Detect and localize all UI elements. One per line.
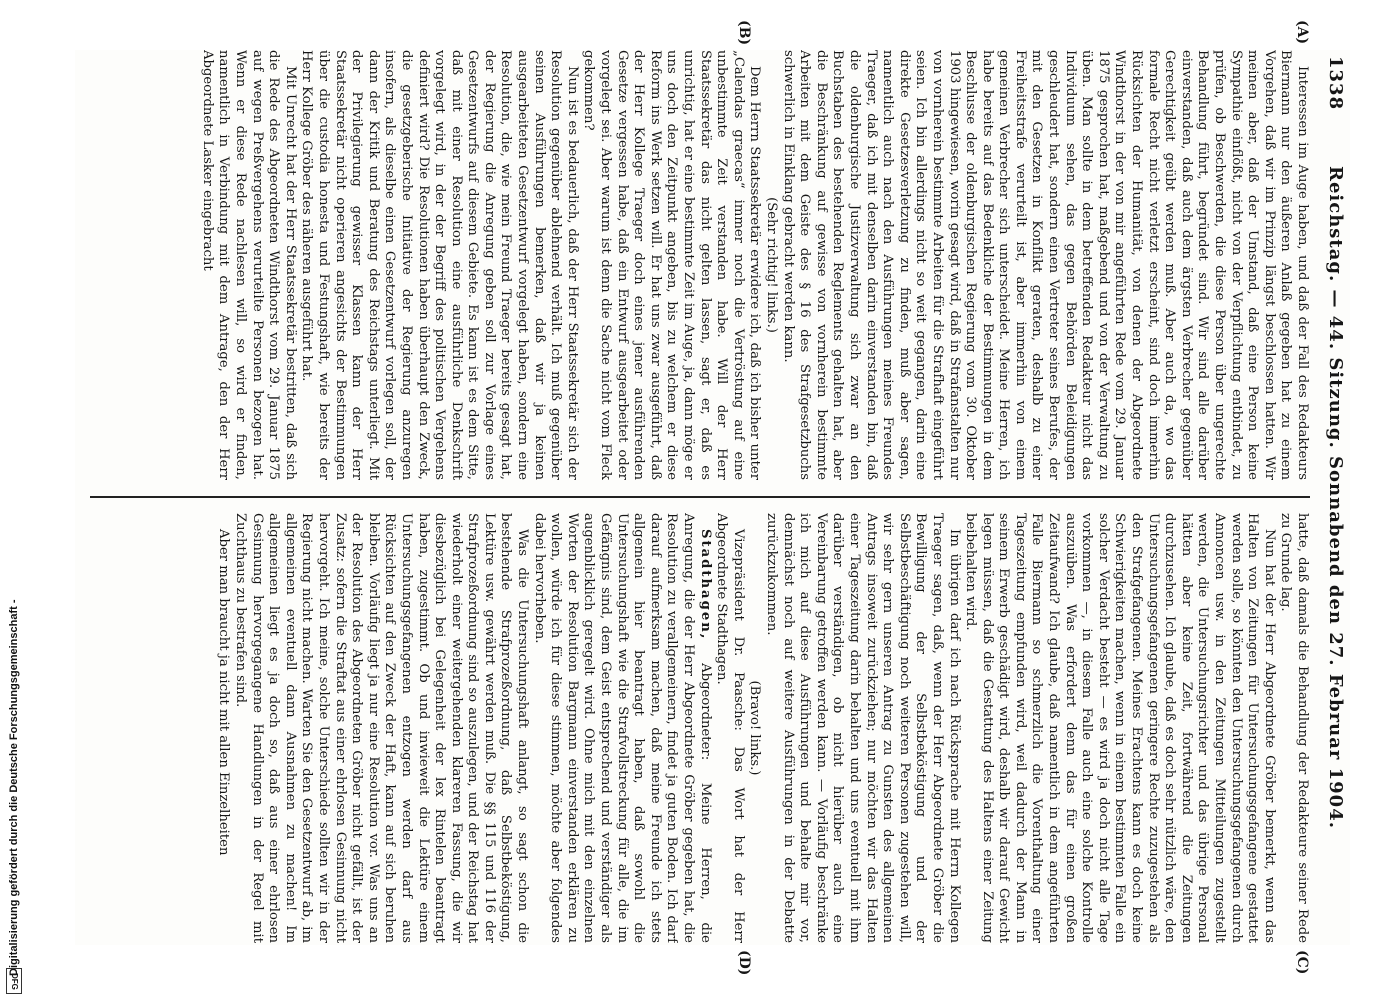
margin-mark-b: (B) [736, 20, 752, 46]
page-number: 1338 [1325, 56, 1346, 111]
digitization-credit [4, 600, 24, 995]
speaker-name: Stadthagen, [697, 529, 713, 641]
column-divider [90, 496, 1310, 498]
left-column [85, 50, 1310, 480]
right-paragraph-1: hatte, daß damals die Behandlung der Redakteure seiner Rede zu Grunde lag. [1278, 513, 1310, 943]
vice-president-line: Vizepräsident Dr. Paasche: Das Wort hat der Herr Abgeordnete Stadthagen. [714, 513, 746, 943]
applause-note-2: (Bravo! links.) [747, 680, 763, 776]
right-paragraph-2: Nun hat der Herr Abgeordnete Gröber bemerkt, wenn das Halten von Zeitungen für Untersuchungsgefangene gestattet werden solle, so könnten den Untersuchungsgefangenen durch Annoncen usw. in den Zeitungen Mitteilungen zugestellt werden, die Untersuchungsrichter und das übrige Personal hätten aber keine Zeit, fortwährend die Zeitungen durchzusehen. Ich glaube, daß es doch sehr nützlich wäre, den Untersuchungsgefangenen geringere Rechte zuzugestehen als den Strafgefangenen. Meines Erachtens kann es doch keine Schwierigkeiten machen, wenn in einem bestimmten Falle ein solcher Verdacht besteht — es wird ja doch nicht alle Tage vorkommen —, in diesem Falle auch eine solche Kontrolle auszuüben. Was erfordert denn das für einen großen Zeitaufwand? Ich glaube, daß namentlich in dem angeführten Falle Biermann so schmerzlich die Vorenthaltung einer Tageszeitung empfunden wird, weil dadurch der Mann in seinem Erwerb geschädigt wird, deshalb wir darauf Gewicht legen müssen, daß die Gestattung des Haltens einer Zeitung beibehalten wird. [963, 513, 1277, 943]
left-paragraph-3: Nun ist es bedauerlich, daß der Herr Staatssekretär sich der Resolution gegenüber ablehnend verhält. Ich muß gegenüber seinen Ausführungen bemerken, daß wir ja keinen ausgearbeiteten Gesetzentwurf vorgelegt haben, sondern eine Resolution, die, wie mein Freund Traeger bereits gesagt hat, der Regierung die Anregung geben soll zur Vorlage eines Gesetzentwurfs auf diesem Gebiete. Es kann ist es dem Sitte, daß mit einer Resolution eine ausführliche Denkschrift vorgelegt wird, in der der Begriff des politischen Vergehens definiert wird? Die Resolutionen haben überhaupt den Zweck, die gesetzgeberische Initiative der Regierung anzuregen insofern, als dieselbe einen Gesetzentwurf vorlegen soll, der dann der Kritik und Beratung des Reichstags unterliegt. Mit der Privilegierung gewisser Klassen kann der Herr Staatssekretär nicht operieren angesichts der Bestimmungen über die custodia honesta und Festungshaft, wie bereits der Herr Kollege Gröber des näheren ausgeführt hat. [299, 50, 580, 480]
page-content-rotated [75, 20, 1350, 976]
right-paragraph-4: Was die Untersuchungshaft anlangt, so sagt schon die bestehende Strafprozeßordnung, daß Selbstbeköstigung, Lektüre usw. gewährt werden muß. Die §§ 115 und 116 der Strafprozeßordnung sind so auszulegen, und der Reichstag hat wiederholt einer weitergehenden klareren Fassung, die wir diesbezüglich bei Gelegenheit der lex Rintelen beantragt haben, zugestimmt. Ob und inwieweit die Lektüre einem Untersuchungsgefangenen entzogen werden darf aus Rücksichten auf den Zweck der Haft, kann auf sich beruhen bleiben. Vorläufig liegt ja nur eine Resolution vor. Was uns an der Resolution des Abgeordneten Gröber nicht gefällt, ist der Zusatz: sofern die Straftat aus einer ehrlosen Gesinnung nicht hervorgeht. Ich meine, solche Unterschiede sollten wir in der Regierung nicht machen. Warten Sie den Gesetzentwurf ab, im allgemeinen eventuell dann Ausnahmen zu machen! Im allgemeinen liegt es ja doch so, daß aus einer ehrlosen Gesinnung hervorgegangene Handlungen in der Regel mit Zuchthaus zu bestrafen sind. [233, 513, 531, 943]
margin-mark-a: (A) [1294, 20, 1310, 45]
scanned-page [75, 20, 1350, 976]
applause-note: (Sehr richtig! links.) [764, 197, 779, 333]
running-header [1316, 50, 1350, 945]
right-paragraph-5: Aber man braucht ja nicht mit allen Einzelheiten [216, 529, 232, 856]
running-title: Reichstag. — 44. Sitzung. Sonnabend den 27. Februar 1904. [1325, 165, 1346, 829]
right-paragraph-3: Im übrigen darf ich nach Rücksprache mit Herrn Kollegen Traeger sagen, daß, wenn der Herr Abgeordnete Gröber die Bewilligung der Selbstbeköstigung und der Selbstbeschäftigung noch weiteren Personen zugestehen will, wir sehr gern unseren Antrag zu Gunsten des allgemeinen Antrags insoweit zurückziehen; nur möchten wir das Halten einer Tageszeitung darin behalten und uns eventuell mit ihm darüber verständigen, ob nicht hierüber auch eine Vereinbarung getroffen werden kann. — Vorläufig beschränke ich mich auf diese Ausführungen und behalte mir vor, demnächst noch auf weitere Ausführungen in der Debatte zurückzukommen. [764, 513, 962, 943]
left-paragraph-1: Interessen im Auge haben, und daß der Fall des Redakteurs Biermann nur den äußeren Anlaß gegeben hat zu einem Vorgehen, daß wir im Prinzip längst beschlossen hatten. Wir meinen aber, daß der Umstand, daß eine Person keine Sympathie einflößt, nicht von der Verpflichtung entbindet, zu prüfen, ob Beschwerden, die diese Person über ungerechte Behandlung führt, begründet sind. Wir sind alle darüber einverstanden, daß auch dem ärgsten Verbrecher gegenüber Gerechtigkeit geübt werden muß. Aber auch da, wo das formale Recht nicht verletzt erscheint, sind doch immerhin Rücksichten der Humanität, von denen der Abgeordnete Windthorst in der von mir angeführten Rede vom 29. Januar 1875 gesprochen hat, maßgebend und von der Verwaltung zu üben. Man sollte in dem betreffenden Redakteur nicht das Individuum sehen, das gegen Behörden Beleidigungen geschleudert hat, sondern einen Vertreter seines Berufes, der mit den Gesetzen in Konflikt geraten, deshalb zu einer Freiheitsstrafe verurteilt ist, aber immerhin von einem gemeinen Verbrecher sich unterscheidet. Meine Herren, ich habe bereits auf das Bedenkliche der Bestimmungen in dem Beschlusse der oldenburgischen Regierung vom 30. Oktober 1903 hingewiesen, worin gesagt wird, daß in Strafanstalten nur von vornherein bestimmte Arbeiten für die Strafhaft eingeführt seien. Ich bin allerdings nicht so weit gegangen, darin eine direkte Gesetzesverletzung zu finden, muß aber sagen, namentlich auch nach den Ausführungen meines Freundes Traeger, daß ich mit denselben darin einverstanden bin, daß die oldenburgische Justizverwaltung sich zwar an den Buchstaben des bestehenden Reglements gehalten hat, aber die Beschränkung auf gewisse von vornherein bestimmte Arbeiten mit dem Geiste des § 16 des Strafgesetzbuchs schwerlich in Einklang gebracht werden kann. [780, 50, 1310, 480]
right-column [85, 513, 1310, 943]
margin-mark-c: (C) [1294, 950, 1310, 975]
credit-text: Digitalisierung gefördert durch die Deutsche Forschungsgemeinschaft - [8, 599, 20, 976]
speaker-paragraph [530, 513, 713, 943]
margin-mark-d: (D) [736, 950, 752, 976]
left-paragraph-2: Dem Herrn Staatssekretär erwidere ich, daß ich bisher unter „Calendas graecas“ immer noch die Vertröstung auf eine unbestimmte Zeit verstanden habe. Will der Herr Staatssekretär das nicht gelten lassen, sagt er, daß es unrichtig, hat er eine bestimmte Zeit im Auge, ja, dann möge er uns doch den Zeitpunkt angeben, bis zu welchem er diese Reform ins Werk setzen will. Er hat uns zwar ausgeführt, daß der Herr Kollege Traeger doch eines jener ausführenden Gesetze vergessen habe, daß ein Entwurf ausgearbeitet oder vorgelegt sei. Aber warum ist denn die Sache nicht vom Fleck gekommen? [581, 50, 763, 480]
left-paragraph-4: Mit Unrecht hat der Herr Staatssekretär bestritten, daß sich die Rede des Abgeordneten Windthorst vom 29. Januar 1875 auf wegen Preßvergehens verurteilte Personen bezogen hat. Wenn er diese Rede nachlesen will, so wird er finden, namentlich in Verbindung mit dem Antrage, den der Herr Abgeordnete Lasker eingebracht [199, 50, 298, 480]
speaker-text: Abgeordneter: Meine Herren, die Anregung, die der Herr Abgeordnete Gröber gegeben hat, die Resolution zu verallgemeinern, findet ja guten Boden. Ich darf darauf aufmerksam machen, daß meine Freunde ich stets allgemein hier beantragt haben, daß sowohl die Untersuchungshaft wie die Strafvollstreckung für alle, die im Gefängnis sind, dem Geist entsprechend und verständiger als augenblicklich geregelt wird. Ohne mich mit den einzelnen Worten der Resolution Bargmann einverstanden erklären zu wollen, würde ich für diese stimmen, möchte aber folgendes dabei hervorheben. [531, 513, 713, 943]
dfg-logo: DFG [6, 968, 22, 994]
